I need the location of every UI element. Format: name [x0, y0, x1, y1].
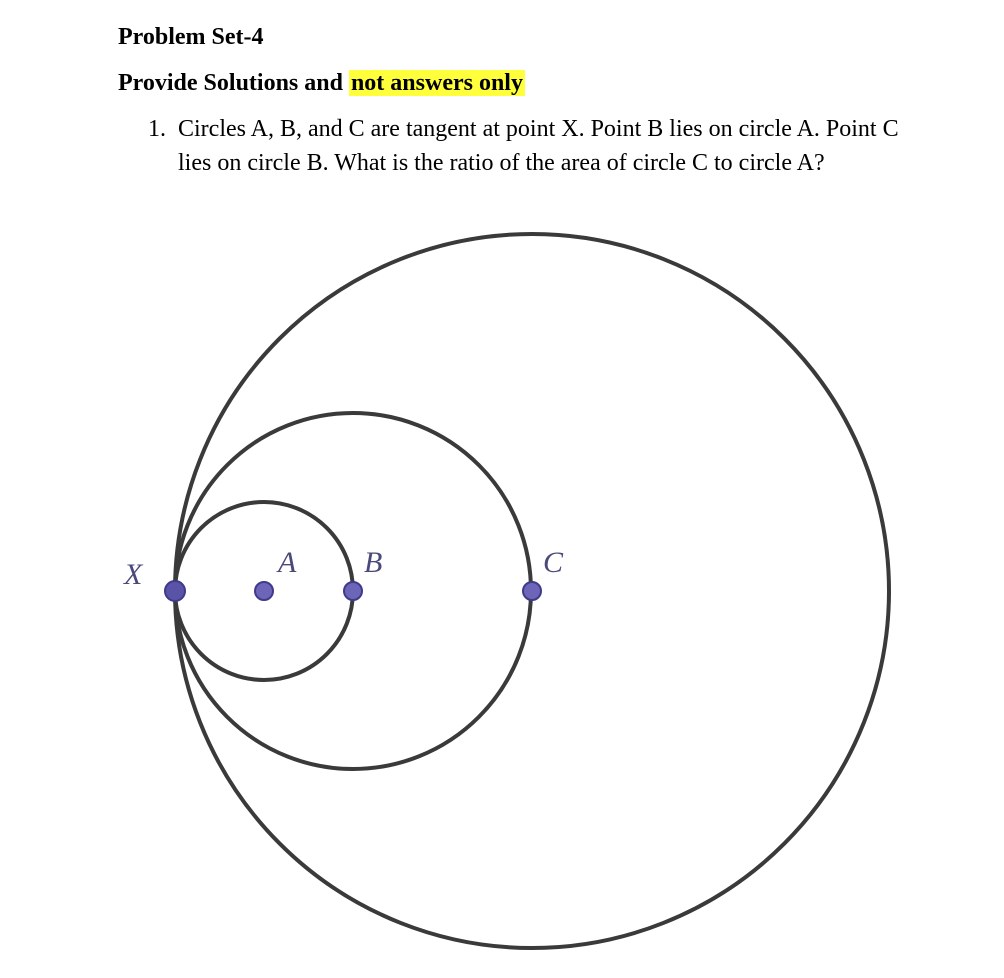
- point-a: [255, 582, 273, 600]
- label-x: X: [124, 558, 143, 591]
- label-c: C: [543, 546, 564, 579]
- point-x: [165, 581, 185, 601]
- problem-number: 1.: [148, 116, 166, 142]
- point-c: [523, 582, 541, 600]
- page-title: Problem Set-4: [118, 24, 264, 50]
- label-a: A: [278, 546, 297, 579]
- highlighted-instruction: not answers only: [350, 70, 523, 96]
- instructions-prefix: Provide Solutions and: [118, 70, 349, 96]
- label-b: B: [364, 546, 383, 579]
- problem-text: Circles A, B, and C are tangent at point X. Point B lies on circle A. Point C lies on circle B. What is the ratio of the area of circle C to circle A?: [178, 116, 899, 176]
- point-b: [344, 582, 362, 600]
